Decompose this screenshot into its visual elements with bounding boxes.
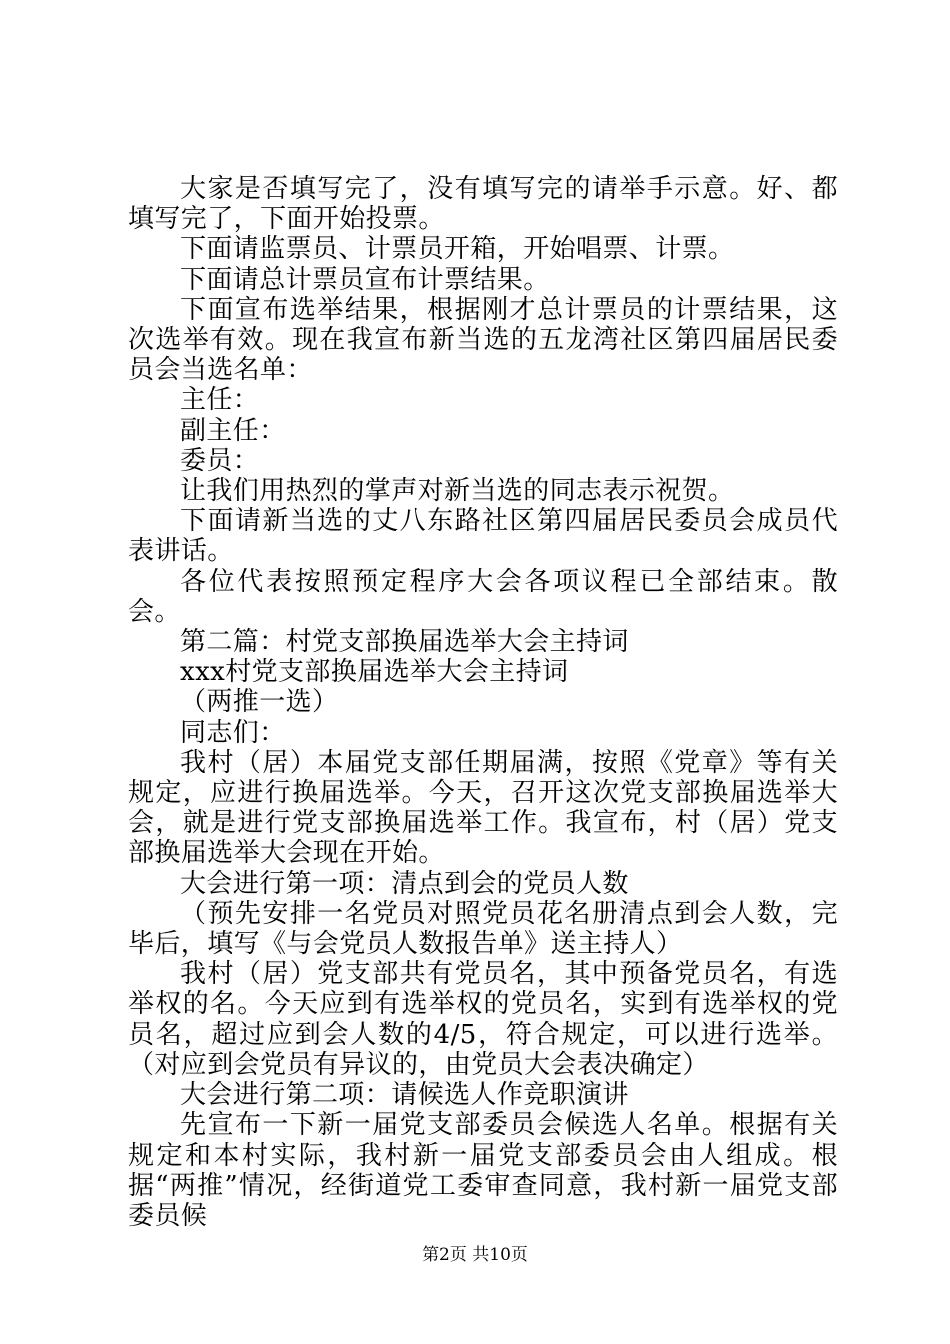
paragraph: 下面宣布选举结果，根据刚才总计票员的计票结果，这次选举有效。现在我宣布新当选的五龙湾社区第四届居民委员会当选名单： [128, 294, 838, 386]
page-number-footer: 第2页 共10页 [422, 1245, 528, 1265]
paragraph: 下面请监票员、计票员开箱，开始唱票、计票。 [180, 234, 735, 265]
paragraph: 副主任： [180, 415, 286, 446]
salutation: 同志们： [180, 717, 286, 748]
paragraph: 大家是否填写完了，没有填写完的请举手示意。好、都填写完了，下面开始投票。 [128, 174, 838, 235]
paragraph: 让我们用热烈的掌声对新当选的同志表示祝贺。 [180, 476, 735, 507]
paragraph: 我村（居）党支部共有党员名，其中预备党员名，有选举权的名。今天应到有选举权的党员名，实到有选举权的党员名，超过应到会人数的4/5，符合规定，可以进行选举。（对应到会党员有异议的，由党员大会表决确定） [128, 959, 838, 1080]
paragraph: 我村（居）本届党支部任期届满，按照《党章》等有关规定，应进行换届选举。今天，召开这次党支部换届选举大会，就是进行党支部换届选举工作。我宣布，村（居）党支部换届选举大会现在开始。 [128, 747, 838, 869]
paragraph: 先宣布一下新一届党支部委员会候选人名单。根据有关规定和本村实际，我村新一届党支部委员会由人组成。根据“两推”情况，经街道党工委审查同意，我村新一届党支部委员候 [128, 1110, 838, 1231]
paragraph: 委员： [180, 445, 260, 476]
paragraph: 下面请总计票员宣布计票结果。 [180, 264, 550, 295]
document-title: xxx村党支部换届选举大会主持词 [180, 657, 569, 688]
paragraph: 各位代表按照预定程序大会各项议程已全部结束。散会。 [128, 566, 838, 627]
agenda-item: 大会进行第二项：请候选人作竞职演讲 [180, 1080, 629, 1111]
paragraph: 主任： [180, 385, 260, 416]
section-heading: 第二篇：村党支部换届选举大会主持词 [180, 627, 629, 658]
paragraph: （预先安排一名党员对照党员花名册清点到会人数，完毕后，填写《与会党员人数报告单》送主持人） [128, 898, 838, 960]
paragraph: 下面请新当选的丈八东路社区第四届居民委员会成员代表讲话。 [128, 506, 838, 567]
document-subtitle: （两推一选） [180, 687, 339, 718]
agenda-item: 大会进行第一项：清点到会的党员人数 [180, 868, 629, 899]
document-body [128, 174, 838, 1231]
